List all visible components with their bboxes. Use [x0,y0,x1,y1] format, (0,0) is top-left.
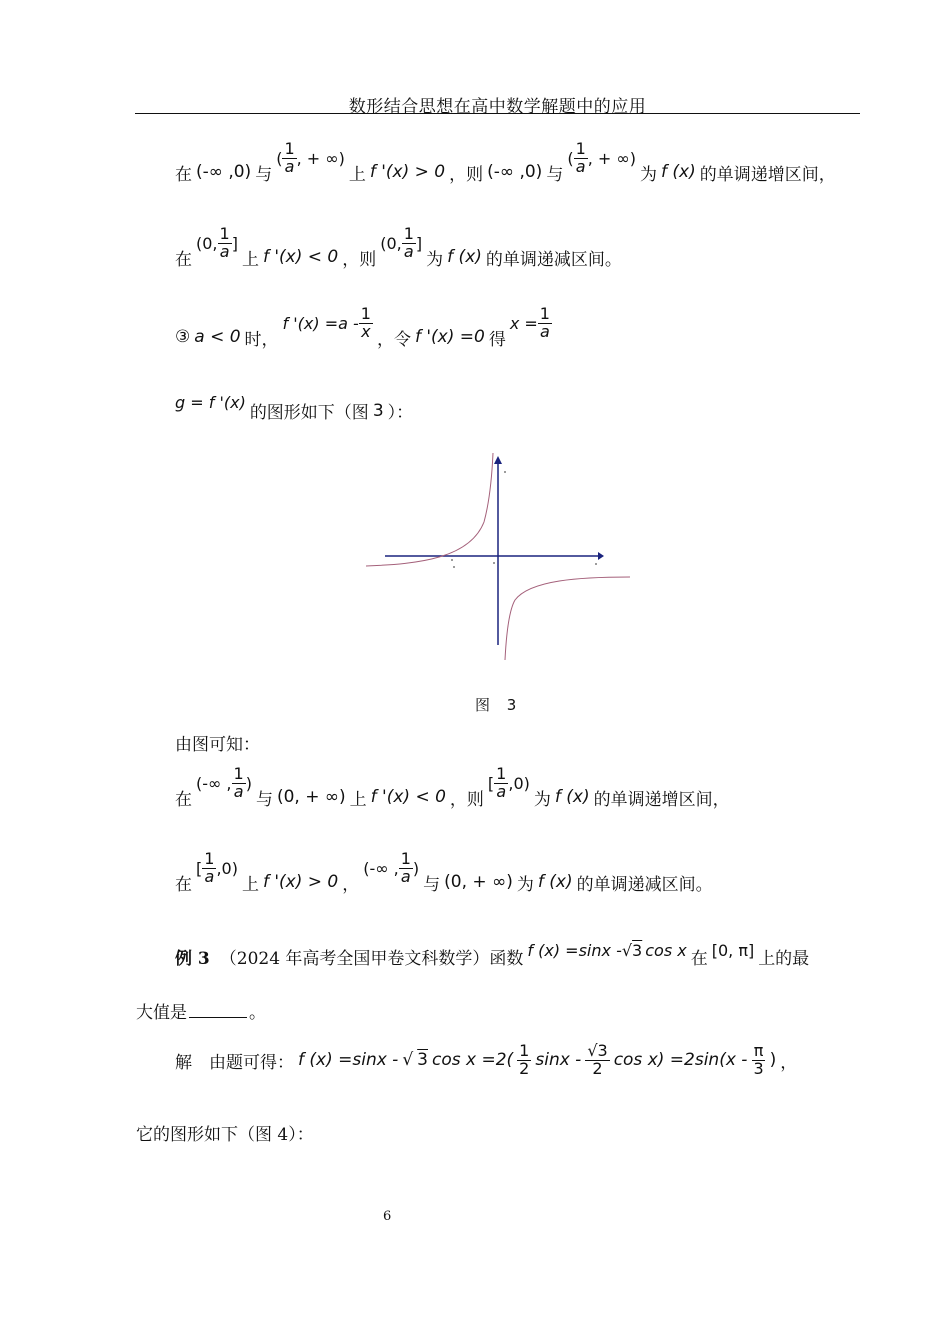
math-derivative: f '(x) > 0 [369,162,446,183]
math-interval-frac: (-∞ , $\frac{1}{a}$ ) [196,764,252,801]
fraction: $\frac{1}{a}$ [204,849,215,886]
text: 为 [516,874,534,895]
line-decreasing-interval-a-gt-0 [175,224,622,275]
text: ， [342,874,360,895]
line-case-a-lt-0 [175,304,552,355]
text: 大值是 [136,1003,187,1023]
line-increasing-interval-a-lt-0 [175,764,730,815]
math-derivative-expr: f '(x) =a - $\frac{1}{x}$ [282,304,371,341]
figure-3-graph [360,450,640,665]
math-interval-frac: (0, $\frac{1}{a}$ ] [196,224,238,261]
example-label: 例 3 [175,949,210,969]
fraction-pi-over-3: $\frac{\pi}{3}$ [753,1041,764,1078]
line-solution: 解 由题可得： f (x) =sinx - √ 3 cos x =2( $\frac{1}{2}$ sinx - $\frac{√3}{2}$ cos x) =2sin(x - $\frac{\pi}{3}$ ) ， [175,1041,798,1078]
math-expr: cos x) =2sin(x - [613,1050,748,1071]
text: （2024 年高考全国甲卷文科数学）函数 [219,949,524,969]
math-interval-frac: [ $\frac{1}{a}$ ,0) [196,849,238,886]
text: 上 [241,249,259,270]
text: 在 [175,789,192,810]
header-rule [135,113,860,114]
x-label-mark [595,563,597,565]
fraction: $\frac{1}{a}$ [219,224,230,261]
math-condition: a < 0 [194,327,241,348]
math-interval: (0, + ∞) [444,872,513,893]
math-g-def: g = f '(x) [175,393,246,412]
text: 与 [255,789,273,810]
math-derivative: f '(x) < 0 [370,787,446,808]
math-derivative: f '(x) < 0 [262,247,339,268]
math-derivative: f '(x) > 0 [262,872,339,893]
math-interval-frac: (0, $\frac{1}{a}$ ] [380,224,423,261]
text: 为 [533,789,551,810]
origin-mark [493,562,495,564]
text: 的单调递增区间， [593,789,730,810]
text: 上 [349,789,367,810]
fraction: $\frac{1}{x}$ [360,304,371,341]
circled-three: ③ [175,327,191,348]
running-header: 数形结合思想在高中数学解题中的应用 [348,97,647,117]
text: 时， [244,329,279,350]
y-axis-arrow [494,456,502,464]
fraction: $\frac{1}{a}$ [233,764,244,801]
text: 它的图形如下（图 4）： [136,1125,314,1145]
text: 。 [249,1003,266,1023]
figure-caption: 图 3 [475,696,523,714]
fraction: $\frac{1}{a}$ [496,764,507,801]
fraction: $\frac{1}{a}$ [284,139,295,176]
math-interval: (-∞ ,0) [196,162,252,183]
math-equation: f '(x) =0 [414,327,485,348]
text: ，则 [449,164,484,185]
fraction-half: $\frac{1}{2}$ [519,1041,530,1078]
page-number: 6 [383,1209,392,1224]
math-function: f (x) [554,787,590,808]
text: ，则 [449,789,484,810]
math-function: f (x) [660,162,696,183]
line-figure-intro [175,393,414,423]
text: 为 [639,164,657,185]
math-interval-frac: [ $\frac{1}{a}$ ,0) [487,764,530,801]
math-interval: (0, + ∞) [276,787,346,808]
text: 得 [488,329,506,350]
line-figure-4-intro [136,1120,314,1145]
text: 解 由题可得： [175,1052,294,1073]
tick-mark [453,566,455,568]
fraction: $\frac{1}{a}$ [400,849,411,886]
math-expr: ) [769,1050,777,1071]
math-interval-frac: (-∞ , $\frac{1}{a}$ ) [363,849,420,886]
math-function-def: f (x) =sinx - √ 3 cos x [527,941,687,960]
text: 的单调递减区间。 [576,874,713,895]
text: 与 [423,874,441,895]
math-expr: sinx - [535,1050,582,1071]
y-label-mark [504,471,506,473]
text: 与 [546,164,564,185]
text: 上的最 [758,949,810,969]
fraction: $\frac{1}{a}$ [539,304,550,341]
answer-blank [189,1001,247,1018]
curve-right-branch [505,577,630,660]
line-decreasing-interval-a-lt-0 [175,849,713,900]
figure-number: 3 [372,400,384,421]
text: ， [780,1052,798,1073]
text: 的单调递减区间。 [485,249,622,270]
text: 由图可知： [175,735,260,755]
math-root: 3 [417,1050,428,1071]
text: 在 [690,949,708,969]
fraction: $\frac{1}{a}$ [575,139,586,176]
x-axis-arrow [598,552,604,560]
math-interval: [0, π] [711,941,755,960]
text: ，则 [342,249,377,270]
text: 上 [241,874,259,895]
text: 的图形如下（图 [249,403,369,423]
text: 在 [175,874,192,895]
text: 为 [426,249,444,270]
text: 与 [255,164,273,185]
line-max-value [136,998,266,1023]
tick-mark [451,559,453,561]
math-interval-frac: ( $\frac{1}{a}$ , + ∞) [567,139,636,176]
text: ，令 [376,329,411,350]
text: 的单调递增区间， [699,164,836,185]
line-example-3 [175,941,810,969]
math-function: f (x) [537,872,573,893]
text: 上 [348,164,366,185]
line-increasing-interval-a-gt-0 [175,139,836,190]
fraction: $\frac{1}{a}$ [403,224,414,261]
math-function: f (x) [447,247,482,268]
math-expr: f (x) =sinx - [298,1050,399,1071]
math-interval-frac: ( $\frac{1}{a}$ , + ∞) [276,139,345,176]
math-expr: cos x =2( [432,1050,514,1071]
math-solution: x = $\frac{1}{a}$ [509,304,550,341]
text: 在 [175,249,192,270]
curve-left-branch [366,453,493,566]
line-from-figure [175,730,260,755]
math-interval: (-∞ ,0) [487,162,543,183]
text: ）： [387,403,414,423]
text: 在 [175,164,192,185]
fraction-root3-over-2: $\frac{√3}{2}$ [587,1041,608,1078]
